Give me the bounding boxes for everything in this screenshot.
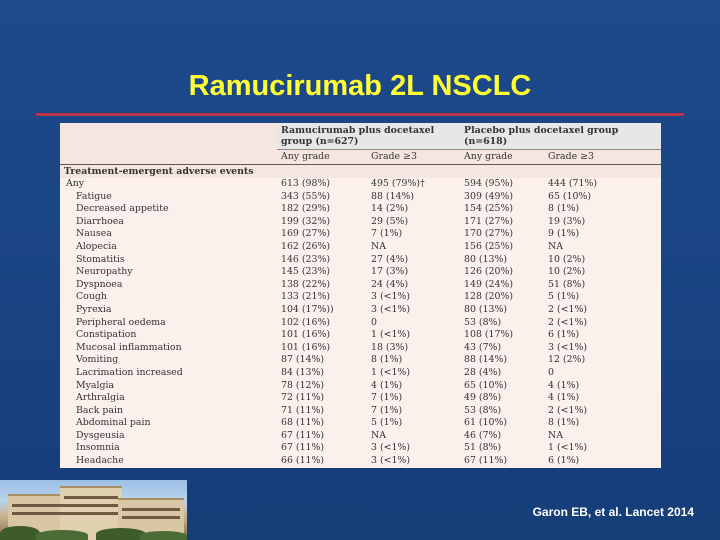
value-cell: 18 (3%) [367,342,460,355]
table-row [60,342,661,355]
value-cell: 594 (95%) [460,178,544,191]
event-name-cell: Insomnia [60,442,277,455]
value-cell: 4 (1%) [367,380,460,393]
table-row [60,254,661,267]
value-cell: 5 (1%) [544,291,661,304]
value-cell: 43 (7%) [460,342,544,355]
table-row [60,317,661,330]
value-cell: NA [544,241,661,254]
value-cell: 49 (8%) [460,392,544,405]
event-name-cell: Vomiting [60,354,277,367]
slide-title: Ramucirumab 2L NSCLC [188,70,532,102]
event-name-cell: Any [60,178,277,191]
value-cell: NA [367,241,460,254]
table-row [60,405,661,418]
value-cell: 128 (20%) [460,291,544,304]
value-cell: 1 (<1%) [367,329,460,342]
value-cell: 9 (1%) [544,228,661,241]
value-cell: 8 (1%) [544,203,661,216]
value-cell: 182 (29%) [277,203,367,216]
value-cell: 613 (98%) [277,178,367,191]
event-name-cell: Abdominal pain [60,417,277,430]
subheader-grade3-2: Grade ≥3 [544,150,661,165]
value-cell: 51 (8%) [460,442,544,455]
value-cell: 88 (14%) [460,354,544,367]
value-cell: 3 (<1%) [367,442,460,455]
value-cell: 7 (1%) [367,405,460,418]
table-row [60,442,661,455]
value-cell: 169 (27%) [277,228,367,241]
value-cell: 61 (10%) [460,417,544,430]
value-cell: 6 (1%) [544,329,661,342]
value-cell: 65 (10%) [460,380,544,393]
hospital-building-photo [0,480,187,540]
value-cell: 156 (25%) [460,241,544,254]
table-row [60,216,661,229]
group-header-row [60,123,661,150]
table-row [60,291,661,304]
value-cell: 24 (4%) [367,279,460,292]
value-cell: 28 (4%) [460,367,544,380]
value-cell: 65 (10%) [544,191,661,204]
value-cell: 6 (1%) [544,455,661,468]
value-cell: 3 (<1%) [367,455,460,468]
value-cell: 309 (49%) [460,191,544,204]
table-row [60,380,661,393]
event-name-cell: Alopecia [60,241,277,254]
subheader-any-grade-2: Any grade [460,150,544,165]
table-row [60,266,661,279]
value-cell: 10 (2%) [544,254,661,267]
value-cell: 67 (11%) [277,442,367,455]
value-cell: 444 (71%) [544,178,661,191]
event-name-cell: Lacrimation increased [60,367,277,380]
group2-header: Placebo plus docetaxel group (n=618) [460,123,661,150]
table-row [60,329,661,342]
table-row [60,228,661,241]
value-cell: 51 (8%) [544,279,661,292]
value-cell: 5 (1%) [367,417,460,430]
value-cell: 343 (55%) [277,191,367,204]
event-name-cell: Nausea [60,228,277,241]
subheader-blank-cell [60,150,277,165]
value-cell: 68 (11%) [277,417,367,430]
event-name-cell: Mucosal inflammation [60,342,277,355]
header-blank-cell [60,123,277,150]
value-cell: 154 (25%) [460,203,544,216]
value-cell: 3 (<1%) [367,291,460,304]
table-row [60,279,661,292]
subheader-row [60,150,661,165]
event-name-cell: Stomatitis [60,254,277,267]
event-name-cell: Peripheral oedema [60,317,277,330]
table-row [60,354,661,367]
section-row [60,165,661,179]
value-cell: 8 (1%) [544,417,661,430]
table-row [60,241,661,254]
value-cell: 17 (3%) [367,266,460,279]
value-cell: 29 (5%) [367,216,460,229]
value-cell: 1 (<1%) [544,442,661,455]
value-cell: 138 (22%) [277,279,367,292]
event-name-cell: Decreased appetite [60,203,277,216]
value-cell: 1 (<1%) [367,367,460,380]
event-name-cell: Arthralgia [60,392,277,405]
value-cell: 27 (4%) [367,254,460,267]
table-row [60,203,661,216]
value-cell: 149 (24%) [460,279,544,292]
value-cell: 4 (1%) [544,392,661,405]
event-name-cell: Neuropathy [60,266,277,279]
adverse-events-table [60,123,661,468]
value-cell: 12 (2%) [544,354,661,367]
value-cell: 0 [367,317,460,330]
value-cell: 2 (<1%) [544,405,661,418]
value-cell: 46 (7%) [460,430,544,443]
value-cell: 104 (17%)) [277,304,367,317]
table-row [60,191,661,204]
value-cell: NA [544,430,661,443]
value-cell: 495 (79%)† [367,178,460,191]
value-cell: 80 (13%) [460,254,544,267]
event-name-cell: Back pain [60,405,277,418]
event-name-cell: Diarrhoea [60,216,277,229]
value-cell: 3 (<1%) [367,304,460,317]
event-name-cell: Headache [60,455,277,468]
table-row [60,367,661,380]
value-cell: 2 (<1%) [544,304,661,317]
table-row [60,430,661,443]
value-cell: 67 (11%) [277,430,367,443]
value-cell: 87 (14%) [277,354,367,367]
title-divider [36,113,684,116]
value-cell: 66 (11%) [277,455,367,468]
value-cell: 101 (16%) [277,342,367,355]
value-cell: 7 (1%) [367,228,460,241]
value-cell: 8 (1%) [367,354,460,367]
value-cell: 78 (12%) [277,380,367,393]
event-name-cell: Pyrexia [60,304,277,317]
value-cell: 199 (32%) [277,216,367,229]
table-row [60,455,661,468]
value-cell: 14 (2%) [367,203,460,216]
table-row [60,304,661,317]
value-cell: 53 (8%) [460,317,544,330]
value-cell: 7 (1%) [367,392,460,405]
value-cell: 126 (20%) [460,266,544,279]
value-cell: 108 (17%) [460,329,544,342]
value-cell: 146 (23%) [277,254,367,267]
value-cell: 171 (27%) [460,216,544,229]
event-name-cell: Cough [60,291,277,304]
table-row [60,417,661,430]
value-cell: 80 (13%) [460,304,544,317]
value-cell: 2 (<1%) [544,317,661,330]
value-cell: 53 (8%) [460,405,544,418]
value-cell: 84 (13%) [277,367,367,380]
value-cell: 101 (16%) [277,329,367,342]
section-heading: Treatment-emergent adverse events [60,165,661,179]
value-cell: 67 (11%) [460,455,544,468]
value-cell: 3 (<1%) [544,342,661,355]
value-cell: NA [367,430,460,443]
value-cell: 88 (14%) [367,191,460,204]
table-row [60,392,661,405]
table-row [60,178,661,191]
group1-header: Ramucirumab plus docetaxel group (n=627) [277,123,460,150]
value-cell: 102 (16%) [277,317,367,330]
value-cell: 19 (3%) [544,216,661,229]
value-cell: 71 (11%) [277,405,367,418]
value-cell: 145 (23%) [277,266,367,279]
value-cell: 72 (11%) [277,392,367,405]
subheader-any-grade-1: Any grade [277,150,367,165]
event-name-cell: Constipation [60,329,277,342]
value-cell: 10 (2%) [544,266,661,279]
value-cell: 162 (26%) [277,241,367,254]
value-cell: 0 [544,367,661,380]
value-cell: 170 (27%) [460,228,544,241]
event-name-cell: Fatigue [60,191,277,204]
value-cell: 133 (21%) [277,291,367,304]
citation: Garon EB, et al. Lancet 2014 [532,505,694,519]
event-name-cell: Dyspnoea [60,279,277,292]
subheader-grade3-1: Grade ≥3 [367,150,460,165]
event-name-cell: Myalgia [60,380,277,393]
value-cell: 4 (1%) [544,380,661,393]
event-name-cell: Dysgeusia [60,430,277,443]
